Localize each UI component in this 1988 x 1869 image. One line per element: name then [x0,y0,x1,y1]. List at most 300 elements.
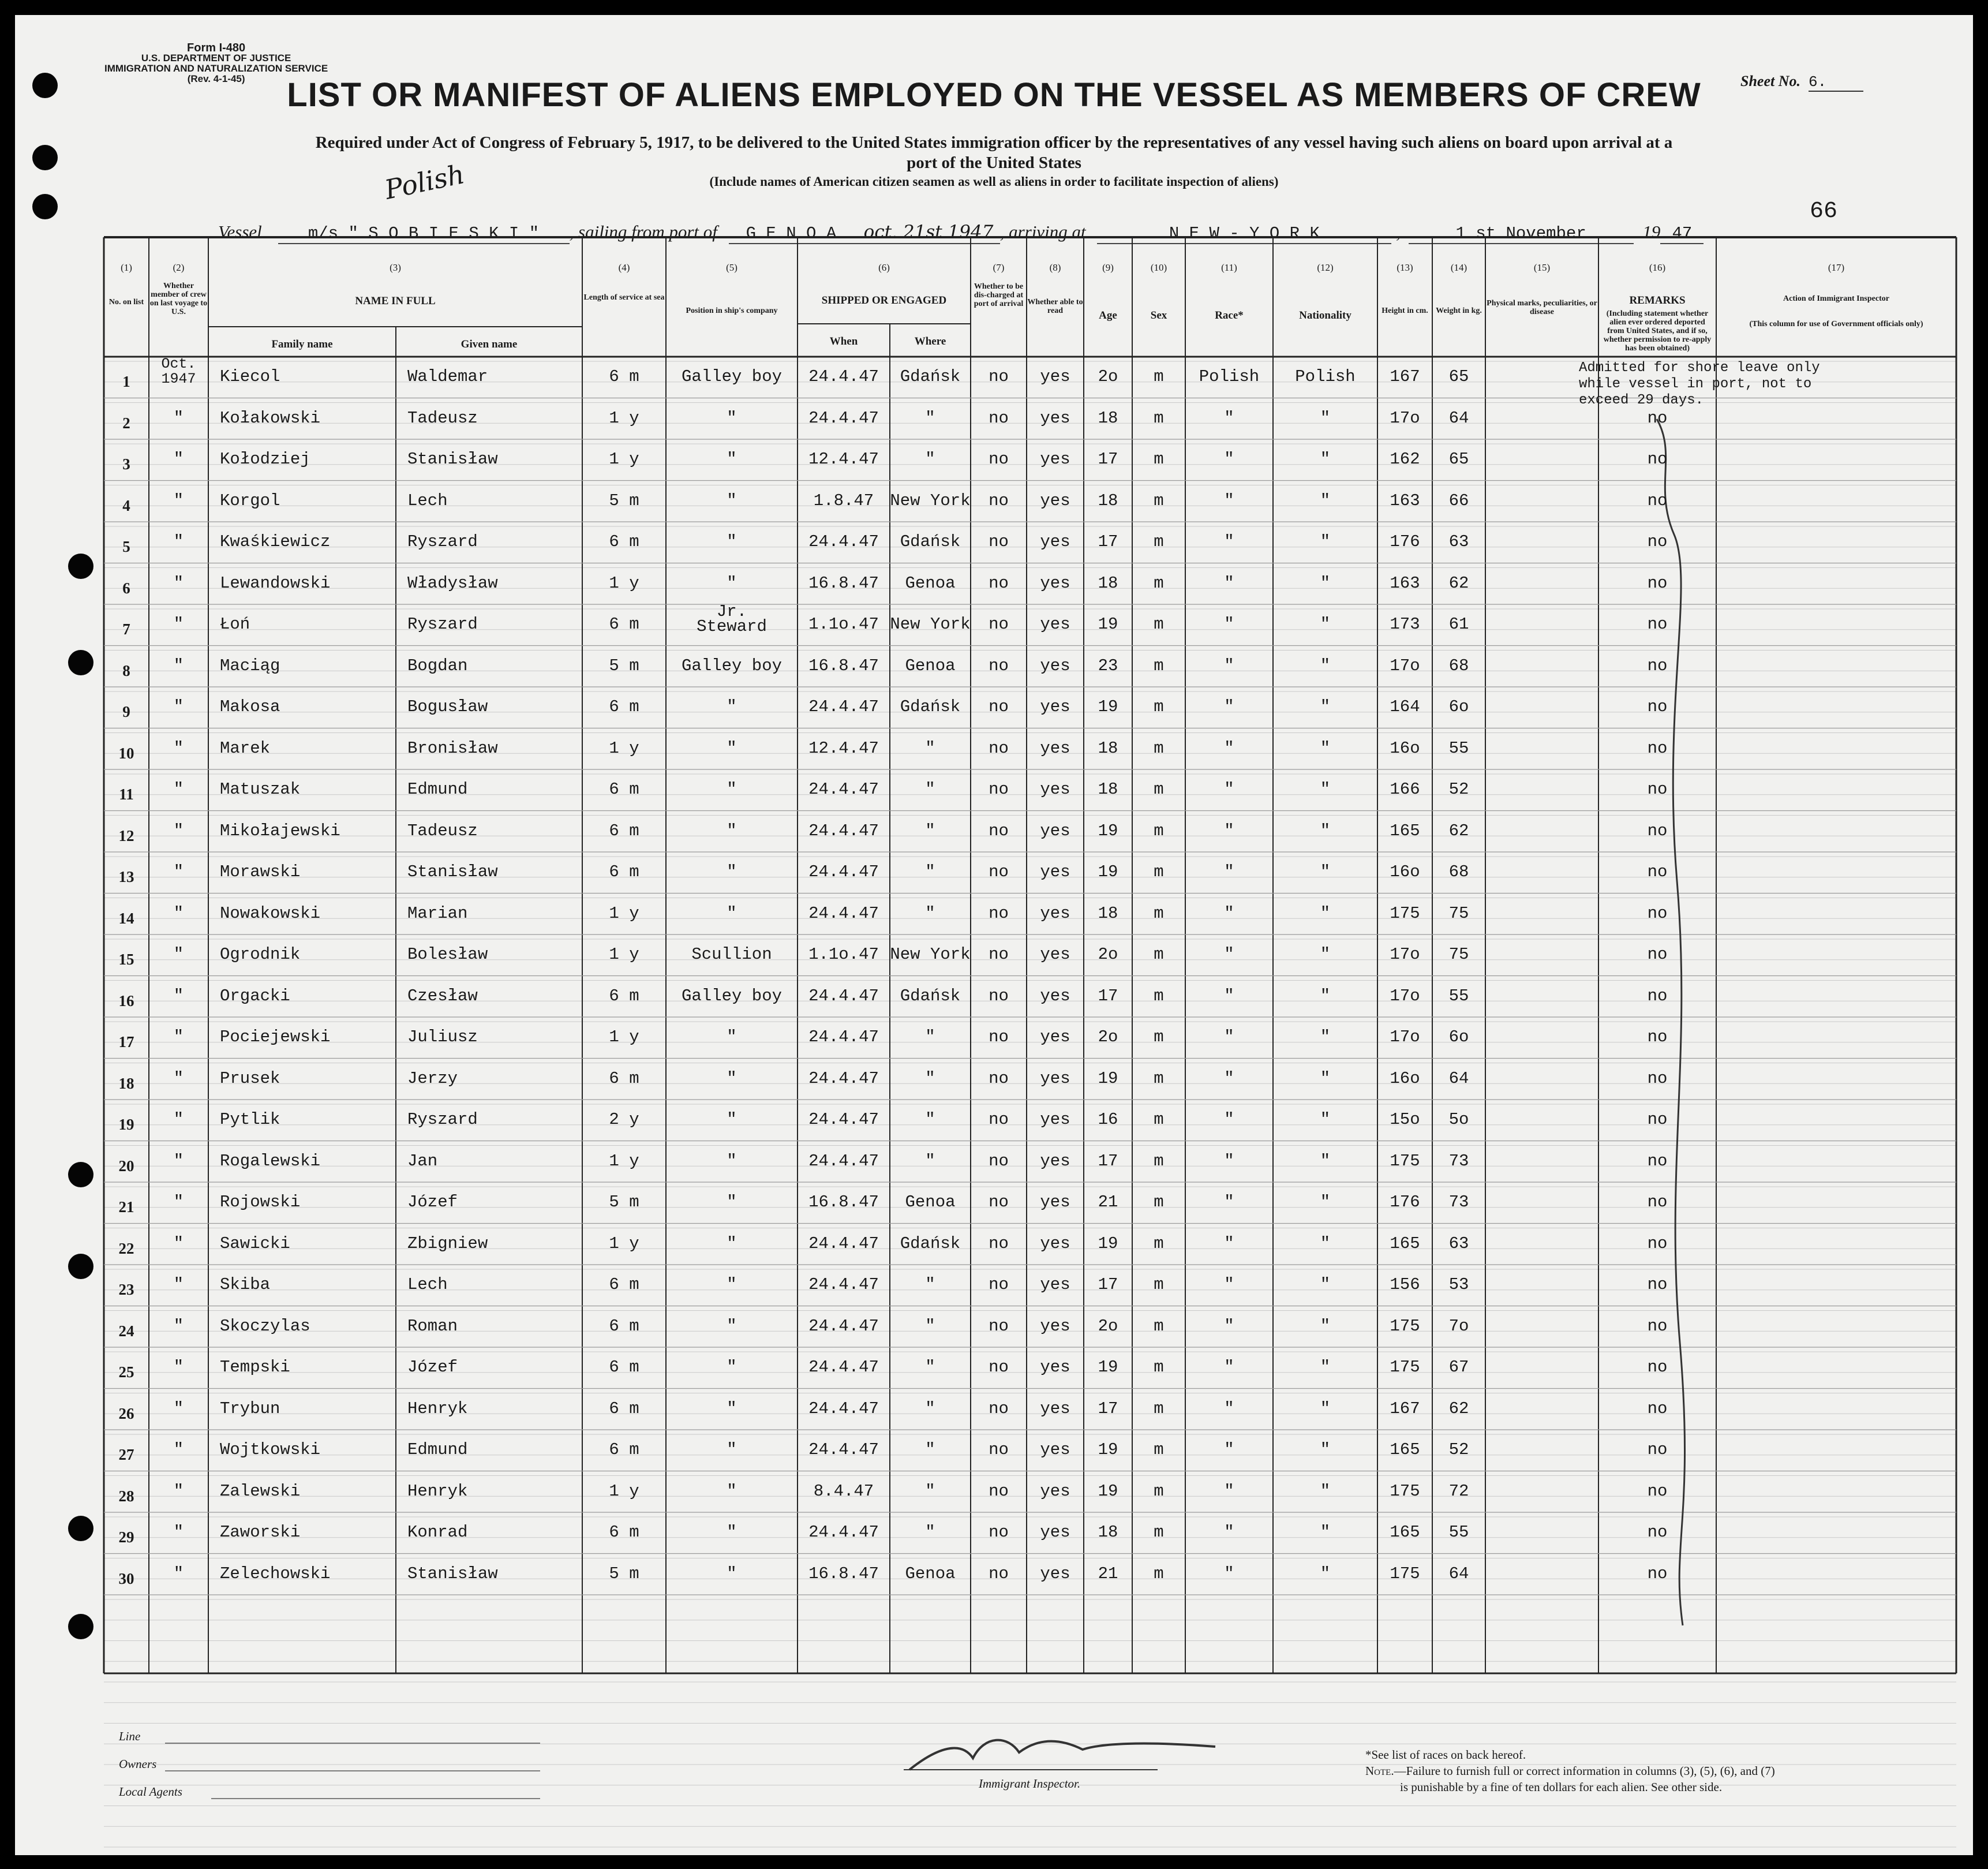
form-revision: (Rev. 4-1-45) [187,73,245,84]
length-cell: 5 m [609,1193,639,1212]
discharged-cell: no [989,1316,1009,1336]
weight-cell: 63 [1448,532,1469,551]
position-cell: " [727,1068,737,1088]
header-no-on-list: No. on list [108,298,144,306]
row-number: 6 [122,579,130,597]
discharged-cell: no [989,945,1009,964]
length-cell: 6 m [609,1523,639,1542]
header-whether-member: Whether member of crew on last voyage to U.S. [149,282,208,316]
race-cell: " [1224,1193,1234,1212]
row-number: 2 [122,414,130,432]
vessel-line: Vessel m/s " S O B I E S K I " , sailing from port of G E N O A oct. 21st 1947 , arriving at N E W - Y O R K , 1 st November 19 47 [218,222,1704,244]
row-number: 17 [118,1033,134,1051]
when-cell: 24.4.47 [808,1275,879,1294]
weight-cell: 62 [1448,1399,1469,1418]
form-dept: U.S. DEPARTMENT OF JUSTICE [141,53,291,63]
where-cell: Gdańsk [900,367,961,386]
given-name-cell: Jerzy [407,1068,458,1088]
when-cell: 24.4.47 [808,1027,879,1046]
discharged-cell: no [989,780,1009,799]
row-number: 29 [118,1528,134,1546]
remarks-cell: no [1647,780,1668,799]
discharged-cell: no [989,615,1009,634]
remarks-cell: no [1647,862,1668,881]
header-name-in-full: NAME IN FULL [355,295,436,307]
age-cell: 19 [1098,697,1118,716]
when-cell: 24.4.47 [808,532,879,551]
weight-cell: 6o [1448,697,1469,716]
column-number: (9) [1102,262,1114,273]
length-cell: 6 m [609,1068,639,1088]
position-cell: " [727,1440,737,1459]
age-cell: 18 [1098,573,1118,593]
position-cell: " [727,1523,737,1542]
given-name-cell: Henryk [407,1399,468,1418]
weight-cell: 63 [1448,1233,1469,1253]
member-cell: " [173,1399,184,1418]
age-cell: 18 [1098,408,1118,428]
when-cell: 16.8.47 [808,573,879,593]
nationality-cell: " [1320,1193,1331,1212]
sailing-date: oct. 21st 1947 [863,222,994,242]
race-cell: " [1224,656,1234,675]
read-cell: yes [1040,1233,1070,1253]
age-cell: 23 [1098,656,1118,675]
race-cell: " [1224,1068,1234,1088]
age-cell: 19 [1098,1358,1118,1377]
arrival-date: 1 st November [1409,224,1634,244]
weight-cell: 5o [1448,1110,1469,1129]
weight-cell: 68 [1448,656,1469,675]
race-cell: " [1224,615,1234,634]
race-cell: " [1224,491,1234,510]
remarks-cell: no [1647,450,1668,469]
family-name-cell: Makosa [220,697,280,716]
when-cell: 24.4.47 [808,1358,879,1377]
row-number: 22 [118,1239,134,1257]
where-cell: " [925,1399,935,1418]
discharged-cell: no [989,532,1009,551]
nationality-cell: " [1320,491,1331,510]
height-cell: 156 [1390,1275,1420,1294]
remarks-cell: no [1647,615,1668,634]
age-cell: 17 [1098,1151,1118,1171]
column-number: (11) [1221,262,1237,273]
discharged-cell: no [989,1110,1009,1129]
age-cell: 18 [1098,780,1118,799]
read-cell: yes [1040,1358,1070,1377]
sex-cell: m [1154,986,1164,1005]
column-number: (2) [173,262,185,273]
year-prefix: 19 [1642,222,1661,242]
family-name-cell: Pociejewski [220,1027,331,1046]
where-cell: New York [890,491,971,510]
sex-cell: m [1154,450,1164,469]
arrival-port: N E W - Y O R K [1097,224,1391,244]
position-cell: " [727,1564,737,1583]
remarks-cell: no [1647,656,1668,675]
height-cell: 165 [1390,1233,1420,1253]
where-cell: " [925,1481,935,1501]
note-text: —Failure to furnish full or correct information in columns (3), (5), (6), and (7) [1394,1764,1775,1778]
member-cell: " [173,1316,184,1336]
member-cell: " [173,821,184,840]
weight-cell: 53 [1448,1275,1469,1294]
position-cell: Galley boy [681,656,783,675]
age-cell: 19 [1098,1068,1118,1088]
read-cell: yes [1040,1151,1070,1171]
position-cell: " [727,903,737,923]
age-cell: 2o [1098,945,1118,964]
read-cell: yes [1040,986,1070,1005]
family-name-cell: Kiecol [220,367,280,386]
when-cell: 8.4.47 [813,1481,874,1501]
given-name-cell: Bogdan [407,656,468,675]
where-cell: " [925,408,935,428]
sex-cell: m [1154,1027,1164,1046]
given-name-cell: Lech [407,1275,448,1294]
read-cell: yes [1040,1193,1070,1212]
discharged-cell: no [989,1440,1009,1459]
given-name-cell: Edmund [407,1440,468,1459]
given-name-cell: Konrad [407,1523,468,1542]
member-cell: " [173,697,184,716]
member-cell: " [173,1027,184,1046]
sex-cell: m [1154,1564,1164,1583]
row-number: 3 [122,455,130,473]
weight-cell: 64 [1448,1564,1469,1583]
weight-cell: 73 [1448,1193,1469,1212]
member-cell: " [173,862,184,881]
race-cell: " [1224,1233,1234,1253]
where-cell: " [925,1440,935,1459]
age-cell: 18 [1098,491,1118,510]
family-name-cell: Lewandowski [220,573,331,593]
weight-cell: 75 [1448,945,1469,964]
family-name-cell: Prusek [220,1068,280,1088]
header-race: Race* [1215,309,1244,322]
weight-cell: 64 [1448,408,1469,428]
sex-cell: m [1154,862,1164,881]
read-cell: yes [1040,903,1070,923]
member-cell: " [173,986,184,1005]
nationality-cell: " [1320,1233,1331,1253]
nationality-cell: " [1320,1440,1331,1459]
length-cell: 1 y [609,1151,639,1171]
nationality-cell: " [1320,1068,1331,1088]
header-weight: Weight in kg. [1436,306,1482,315]
remarks-cell: no [1647,1193,1668,1212]
read-cell: yes [1040,1523,1070,1542]
when-cell: 24.4.47 [808,821,879,840]
remarks-cell: no [1647,738,1668,758]
given-name-cell: Ryszard [407,1110,478,1129]
discharged-cell: no [989,986,1009,1005]
row-number: 19 [118,1116,134,1133]
family-name-cell: Sawicki [220,1233,290,1253]
row-number: 20 [118,1157,134,1175]
column-number: (7) [993,262,1005,273]
weight-cell: 65 [1448,367,1469,386]
weight-cell: 72 [1448,1481,1469,1501]
when-cell: 12.4.47 [808,738,879,758]
height-cell: 165 [1390,821,1420,840]
when-cell: 24.4.47 [808,862,879,881]
where-cell: " [925,1275,935,1294]
when-cell: 24.4.47 [808,1523,879,1542]
remarks-cell: no [1647,1440,1668,1459]
read-cell: yes [1040,780,1070,799]
race-cell: " [1224,780,1234,799]
where-cell: " [925,450,935,469]
family-name-cell: Skoczylas [220,1316,310,1336]
discharged-cell: no [989,1151,1009,1171]
remarks-cell: no [1647,1068,1668,1088]
height-cell: 167 [1390,367,1420,386]
position-cell: " [727,1110,737,1129]
position-cell: " [727,1233,737,1253]
remarks-cell: no [1647,821,1668,840]
position-cell: " [727,1151,737,1171]
where-cell: " [925,1068,935,1088]
race-cell: " [1224,1275,1234,1294]
nationality-cell: " [1320,903,1331,923]
subtitle-line-3: (Include names of American citizen seamen as well as aliens in order to facilitate inspection of aliens) [709,174,1279,189]
member-cell: " [173,1440,184,1459]
length-cell: 6 m [609,862,639,881]
member-cell: " [173,573,184,593]
given-name-cell: Stanisław [407,1564,498,1583]
member-cell: " [173,1523,184,1542]
nationality-cell: " [1320,945,1331,964]
remarks-cell: no [1647,1110,1668,1129]
remarks-cell: no [1647,1233,1668,1253]
position-cell: " [727,1275,737,1294]
sex-cell: m [1154,1233,1164,1253]
length-cell: 1 y [609,1027,639,1046]
weight-cell: 68 [1448,862,1469,881]
weight-cell: 55 [1448,986,1469,1005]
discharged-cell: no [989,738,1009,758]
given-name-cell: Waldemar [407,367,488,386]
height-cell: 173 [1390,615,1420,634]
family-name-cell: Rogalewski [220,1151,321,1171]
column-number: (1) [121,262,132,273]
length-cell: 6 m [609,1275,639,1294]
length-cell: 1 y [609,945,639,964]
row-number: 10 [118,744,134,762]
race-cell: " [1224,1440,1234,1459]
where-cell: " [925,1316,935,1336]
remarks-cell: no [1647,408,1668,428]
row-number: 4 [122,496,130,514]
age-cell: 2o [1098,1027,1118,1046]
family-name-cell: Kołakowski [220,408,321,428]
where-cell: Gdańsk [900,1233,961,1253]
family-name-cell: Zaworski [220,1523,301,1542]
penalty-note-2: is punishable by a fine of ten dollars for each alien. See other side. [1400,1780,1723,1794]
member-cell: " [173,1193,184,1212]
given-name-cell: Marian [407,903,468,923]
subtitle-line-2: port of the United States [907,154,1081,172]
member-cell: " [173,450,184,469]
where-cell: " [925,1358,935,1377]
height-cell: 175 [1390,903,1420,923]
discharged-cell: no [989,1233,1009,1253]
column-number: (12) [1317,262,1334,273]
race-cell: " [1224,1564,1234,1583]
nationality-cell: " [1320,738,1331,758]
remarks-cell: no [1647,903,1668,923]
age-cell: 17 [1098,1275,1118,1294]
nationality-cell: " [1320,1399,1331,1418]
position-cell: Galley boy [681,986,783,1005]
where-cell: Genoa [905,573,956,593]
year-suffix: 47 [1660,224,1704,244]
header-family-name: Family name [271,338,333,350]
row-number: 8 [122,661,130,679]
weight-cell: 64 [1448,1068,1469,1088]
sex-cell: m [1154,738,1164,758]
footer-owners-label: Owners [119,1757,157,1771]
height-cell: 163 [1390,573,1420,593]
member-cell: " [173,491,184,510]
discharged-cell: no [989,697,1009,716]
family-name-cell: Mikołajewski [220,821,340,840]
weight-cell: 55 [1448,1523,1469,1542]
remarks-cell: no [1647,532,1668,551]
remarks-cell: no [1647,573,1668,593]
where-cell: " [925,903,935,923]
discharged-cell: no [989,1358,1009,1377]
height-cell: 15o [1390,1110,1420,1129]
read-cell: yes [1040,738,1070,758]
race-cell: " [1224,408,1234,428]
member-cell: " [173,1358,184,1377]
family-name-cell: Maciąg [220,656,280,675]
sailing-label: , sailing from port of [569,222,717,242]
remarks-cell: no [1647,945,1668,964]
height-cell: 17o [1390,945,1420,964]
length-cell: 6 m [609,1358,639,1377]
row-number: 12 [118,827,134,844]
height-cell: 176 [1390,532,1420,551]
given-name-cell: Henryk [407,1481,468,1501]
family-name-cell: Zalewski [220,1481,301,1501]
weight-cell: 7o [1448,1316,1469,1336]
where-cell: " [925,780,935,799]
sex-cell: m [1154,1193,1164,1212]
height-cell: 162 [1390,450,1420,469]
given-name-cell: Juliusz [407,1027,478,1046]
page-title: LIST OR MANIFEST OF ALIENS EMPLOYED ON THE VESSEL AS MEMBERS OF CREW [287,76,1701,114]
header-shipped-engaged: SHIPPED OR ENGAGED [821,294,947,306]
sheet-label: Sheet No. [1740,73,1800,89]
family-name-cell: Ogrodnik [220,945,301,964]
read-cell: yes [1040,821,1070,840]
height-cell: 17o [1390,1027,1420,1046]
subtitle-line-1: Required under Act of Congress of February 5, 1917, to be delivered to the United States immigration officer by the representatives of any vessel having such aliens on board upon arrival at a [315,133,1673,152]
column-number: (17) [1828,262,1845,273]
height-cell: 16o [1390,1068,1420,1088]
manifest-sheet [15,15,1973,1855]
sex-cell: m [1154,367,1164,386]
age-cell: 17 [1098,1399,1118,1418]
weight-cell: 75 [1448,903,1469,923]
where-cell: " [925,821,935,840]
height-cell: 163 [1390,491,1420,510]
age-cell: 18 [1098,738,1118,758]
position-cell: Jr. Steward [697,602,767,636]
position-cell: " [727,532,737,551]
discharged-cell: no [989,1481,1009,1501]
discharged-cell: no [989,573,1009,593]
column-number: (10) [1150,262,1167,273]
footer-agents-label: Local Agents [119,1785,182,1799]
column-number: (14) [1450,262,1467,273]
header-given-name: Given name [461,338,518,350]
when-cell: 24.4.47 [808,1316,879,1336]
member-cell: " [173,1151,184,1171]
header-action-note: (This column for use of Government officials only) [1749,320,1923,328]
discharged-cell: no [989,491,1009,510]
race-cell: " [1224,862,1234,881]
position-cell: " [727,780,737,799]
given-name-cell: Tadeusz [407,408,478,428]
read-cell: yes [1040,532,1070,551]
row-number: 13 [118,868,134,885]
where-cell: " [925,862,935,881]
family-name-cell: Kołodziej [220,450,310,469]
nationality-cell: " [1320,532,1331,551]
race-cell: " [1224,903,1234,923]
header-action: Action of Immigrant Inspector [1783,294,1889,303]
where-cell: " [925,738,935,758]
position-cell: " [727,862,737,881]
family-name-cell: Marek [220,738,271,758]
row-number: 16 [118,992,134,1010]
sex-cell: m [1154,1399,1164,1418]
position-cell: " [727,1358,737,1377]
given-name-cell: Edmund [407,780,468,799]
sex-cell: m [1154,656,1164,675]
row-number: 24 [118,1322,134,1340]
given-name-cell: Józef [407,1358,458,1377]
remarks-cell: no [1647,986,1668,1005]
remarks-cell: no [1647,491,1668,510]
position-cell: " [727,1481,737,1501]
race-cell: " [1224,821,1234,840]
family-name-cell: Matuszak [220,780,301,799]
length-cell: 6 m [609,697,639,716]
remarks-cell: no [1647,1523,1668,1542]
handwritten-note: Polish [381,158,467,205]
header-able-to-read: Whether able to read [1027,298,1083,315]
position-cell: " [727,408,737,428]
height-cell: 165 [1390,1523,1420,1542]
given-name-cell: Ryszard [407,532,478,551]
member-cell: Oct. 1947 [161,356,196,387]
when-cell: 16.8.47 [808,1564,879,1583]
when-cell: 16.8.47 [808,656,879,675]
family-name-cell: Kwaśkiewicz [220,532,331,551]
where-cell: Gdańsk [900,986,961,1005]
nationality-cell: " [1320,862,1331,881]
position-cell: " [727,491,737,510]
row-number: 7 [122,620,130,638]
sex-cell: m [1154,821,1164,840]
race-cell: " [1224,1399,1234,1418]
